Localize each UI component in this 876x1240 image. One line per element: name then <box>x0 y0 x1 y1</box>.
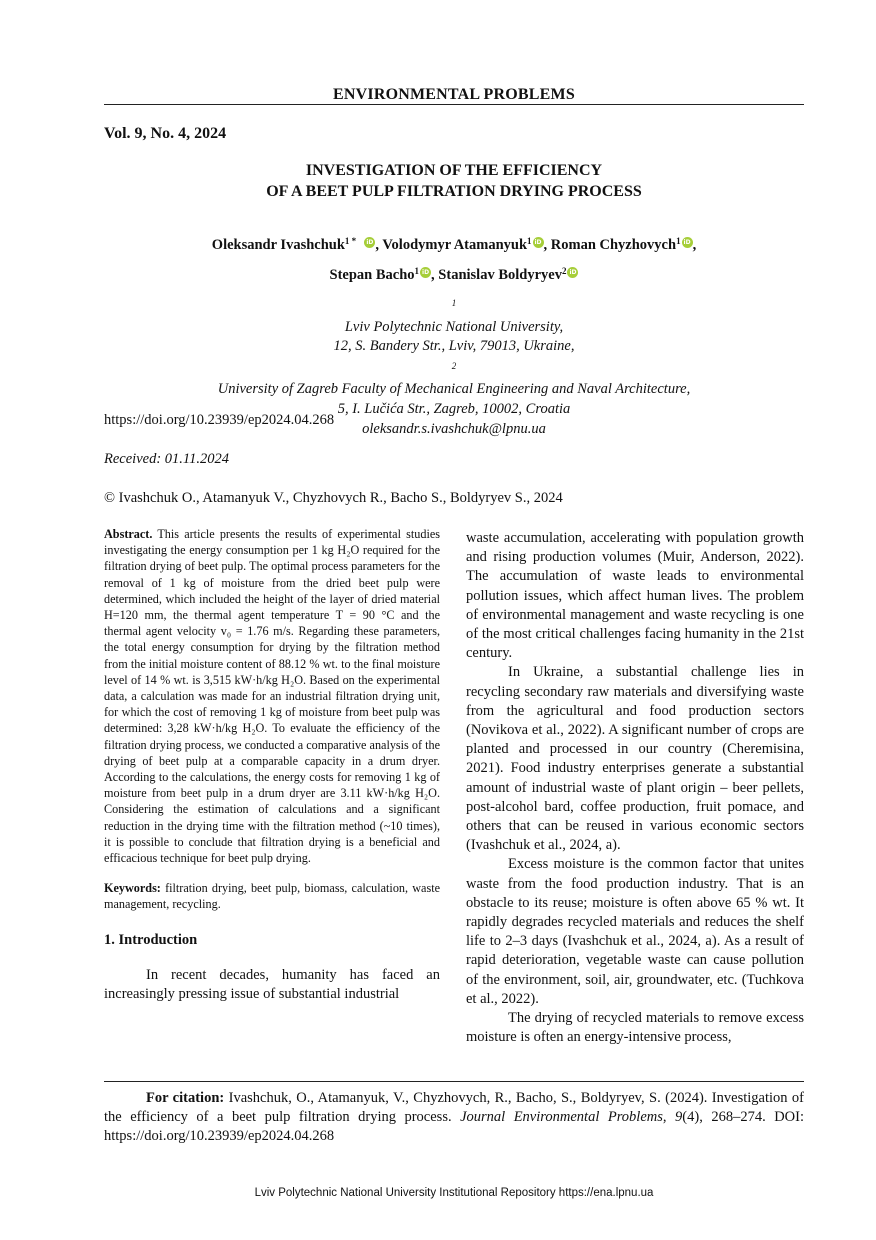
keywords-text: filtration drying, beet pulp, biomass, calculation, waste management, recycling. <box>104 881 440 912</box>
citation-doi[interactable]: (4), 268–274. DOI: https://doi.org/10.23939/ep2024.04.268 <box>104 1109 804 1144</box>
author-affiliation-mark: 1 * <box>344 236 357 246</box>
abstract-label: Abstract. <box>104 527 153 541</box>
affiliation-1: $^1$ Lviv Polytechnic National University, <box>344 298 564 335</box>
author-affiliation-mark: 1 <box>676 236 681 246</box>
intro-paragraph-1-continued: waste accumulation, accelerating with population growth and rising production volumes (Muir, Anderson, 2022). The accumulation of waste leads to environmental pollution issues, which affect human lives. The problem of environmental management and waste recycling is one of the most critical challenges facing humanity in the 21st century. <box>466 530 804 662</box>
author-separator: , <box>692 237 697 253</box>
author-affiliation-mark: 1 <box>527 236 532 246</box>
orcid-icon[interactable]: iD <box>422 269 430 276</box>
journal-title: ENVIRONMENTAL PROBLEMS <box>333 86 575 103</box>
affiliation-1-address: 12, S. Bandery Str., Lviv, 79013, Ukraine, <box>333 338 575 355</box>
affiliation-2-address: 5, I. Lučića Str., Zagreb, 10002, Croatia <box>337 400 571 417</box>
intro-paragraph-1: In recent decades, humanity has faced an increasingly pressing issue of substantial industrial <box>104 966 440 1002</box>
received-date: Received: 01.11.2024 <box>104 451 229 467</box>
orcid-icon[interactable]: iD <box>683 239 691 246</box>
author-name: , Stanislav Boldyryev <box>431 267 562 283</box>
volume-issue: Vol. 9, No. 4, 2024 <box>104 125 227 142</box>
paper-title-line-1: INVESTIGATION OF THE EFFICIENCY <box>305 162 603 179</box>
affiliation-mark: 1 <box>451 298 457 308</box>
abstract-text: This article presents the results of experimental studies investigating the energy consumption per 1 kg H₂O required for the filtration drying of beet pulp. The optimal process parameters for the removal of 1 kg of moisture from the dried beet pulp were determined, which included the height of the layer of dried material H=120 mm, the thermal agent temperature T = 90 °C and the thermal agent velocity v₀ = 1.76 m/s. Regarding these parameters, the total energy consumption for drying by the filtration method from the initial moisture content of 88.12 % wt. to the final moisture level of 14 % wt. is 3,515 kW·h/kg H₂O. Based on the experimental data, a calculation was made for an industrial filtration drying unit, for which the cost of removing 1 kg of moisture from beet pulp was determined: 3,28 kW·h/kg H₂O. To evaluate the efficiency of the filtration drying process, we conducted a comparative analysis of the drying of beet pulp at a comparable capacity in a drum dryer. According to the calculations, the energy costs for removing 1 kg of moisture from beet pulp in a drum dryer are 3.11 kW·h/kg H₂O. Considering the estimation of calculations and a significant reduction in the drying time with the filtration method (~10 times), it is possible to conclude that filtration drying is a beneficial and efficacious technique for beet pulp drying. <box>104 527 440 866</box>
orcid-icon[interactable]: iD <box>569 269 577 276</box>
citation-volume: 9 <box>675 1109 683 1125</box>
intro-paragraph-3: Excess moisture is the common factor that unites waste from the food production industry. That is an obstacle to its reuse; moisture is often above 65 % wt. It rapidly degrades recycled materials and reduces the shelf life to 2–3 days (Ivashchuk et al., 2024, a). As a result of rapid deterioration, vegetable waste can cause pollution of the environment, soil, air, groundwater, etc. (Tuchkova et al., 2022). <box>466 856 804 1007</box>
author-name: Oleksandr Ivashchuk <box>211 237 345 253</box>
citation-label: For citation: <box>146 1090 225 1106</box>
author-line-1 <box>104 228 804 258</box>
author-name: , Roman Chyzhovych <box>543 237 677 253</box>
intro-paragraph-4: The drying of recycled materials to remove excess moisture is often an energy-intensive process, <box>466 1010 804 1046</box>
author-line-2 <box>104 258 804 288</box>
intro-paragraph-2: In Ukraine, a substantial challenge lies in recycling secondary raw materials and diversifying waste from the agricultural and food production sectors (Novikova et al., 2022). A significant number of crops are planted and processed in our country (Cheremisina, 2021). Food industry enterprises generate a substantial amount of industrial waste of plant origin – beer pellets, post-alcohol bard, coffee production, fruit pomace, and others that can be reused in various economic sectors (Ivashchuk et al., 2024, a). <box>466 664 804 854</box>
author-name: Stepan Bacho <box>329 267 415 283</box>
affiliation-mark: 2 <box>451 360 457 371</box>
keywords-label: Keywords: <box>104 881 161 896</box>
paper-title <box>104 160 804 202</box>
author-affiliation-mark: 2 <box>561 266 567 276</box>
left-column <box>104 526 440 1004</box>
citation-journal: Journal Environmental Problems <box>460 1109 663 1125</box>
keywords <box>104 880 440 912</box>
header-divider <box>104 104 804 105</box>
affiliation-2: $^2$ University of Zagreb Faculty of Mechanical Engineering and Naval Architecture, <box>217 360 691 398</box>
author-name: , Volodymyr Atamanyuk <box>375 237 528 253</box>
author-affiliation-mark: 1 <box>414 266 420 276</box>
orcid-icon[interactable]: iD <box>366 239 374 246</box>
copyright-line: © Ivashchuk O., Atamanyuk V., Chyzhovych R., Bacho S., Boldyryev S., 2024 <box>104 490 563 506</box>
section-heading: 1. Introduction <box>104 931 198 948</box>
citation-note: For citation: Ivashchuk, O., Atamanyuk, V., Chyzhovych, R., Bacho, S., Boldyryev, S. (2024). Investigation of the efficiency of a beet pulp filtration drying process. Journal Environmental Problems, 9(4), 268–274. DOI: https://doi.org/10.23939/ep2024.04.268 <box>104 1090 804 1144</box>
author-list <box>104 228 804 288</box>
footnote-divider <box>104 1081 804 1082</box>
corresponding-email[interactable]: oleksandr.s.ivashchuk@lpnu.ua <box>362 420 546 437</box>
right-column <box>466 529 804 1047</box>
doi-link[interactable]: https://doi.org/10.23939/ep2024.04.268 <box>104 412 335 428</box>
repository-footer[interactable]: Lviv Polytechnic National University Institutional Repository https://ena.lpnu.ua <box>254 1187 654 1199</box>
abstract <box>104 526 440 866</box>
orcid-icon[interactable]: iD <box>534 239 542 246</box>
paper-title-line-2: OF A BEET PULP FILTRATION DRYING PROCESS <box>266 183 642 200</box>
